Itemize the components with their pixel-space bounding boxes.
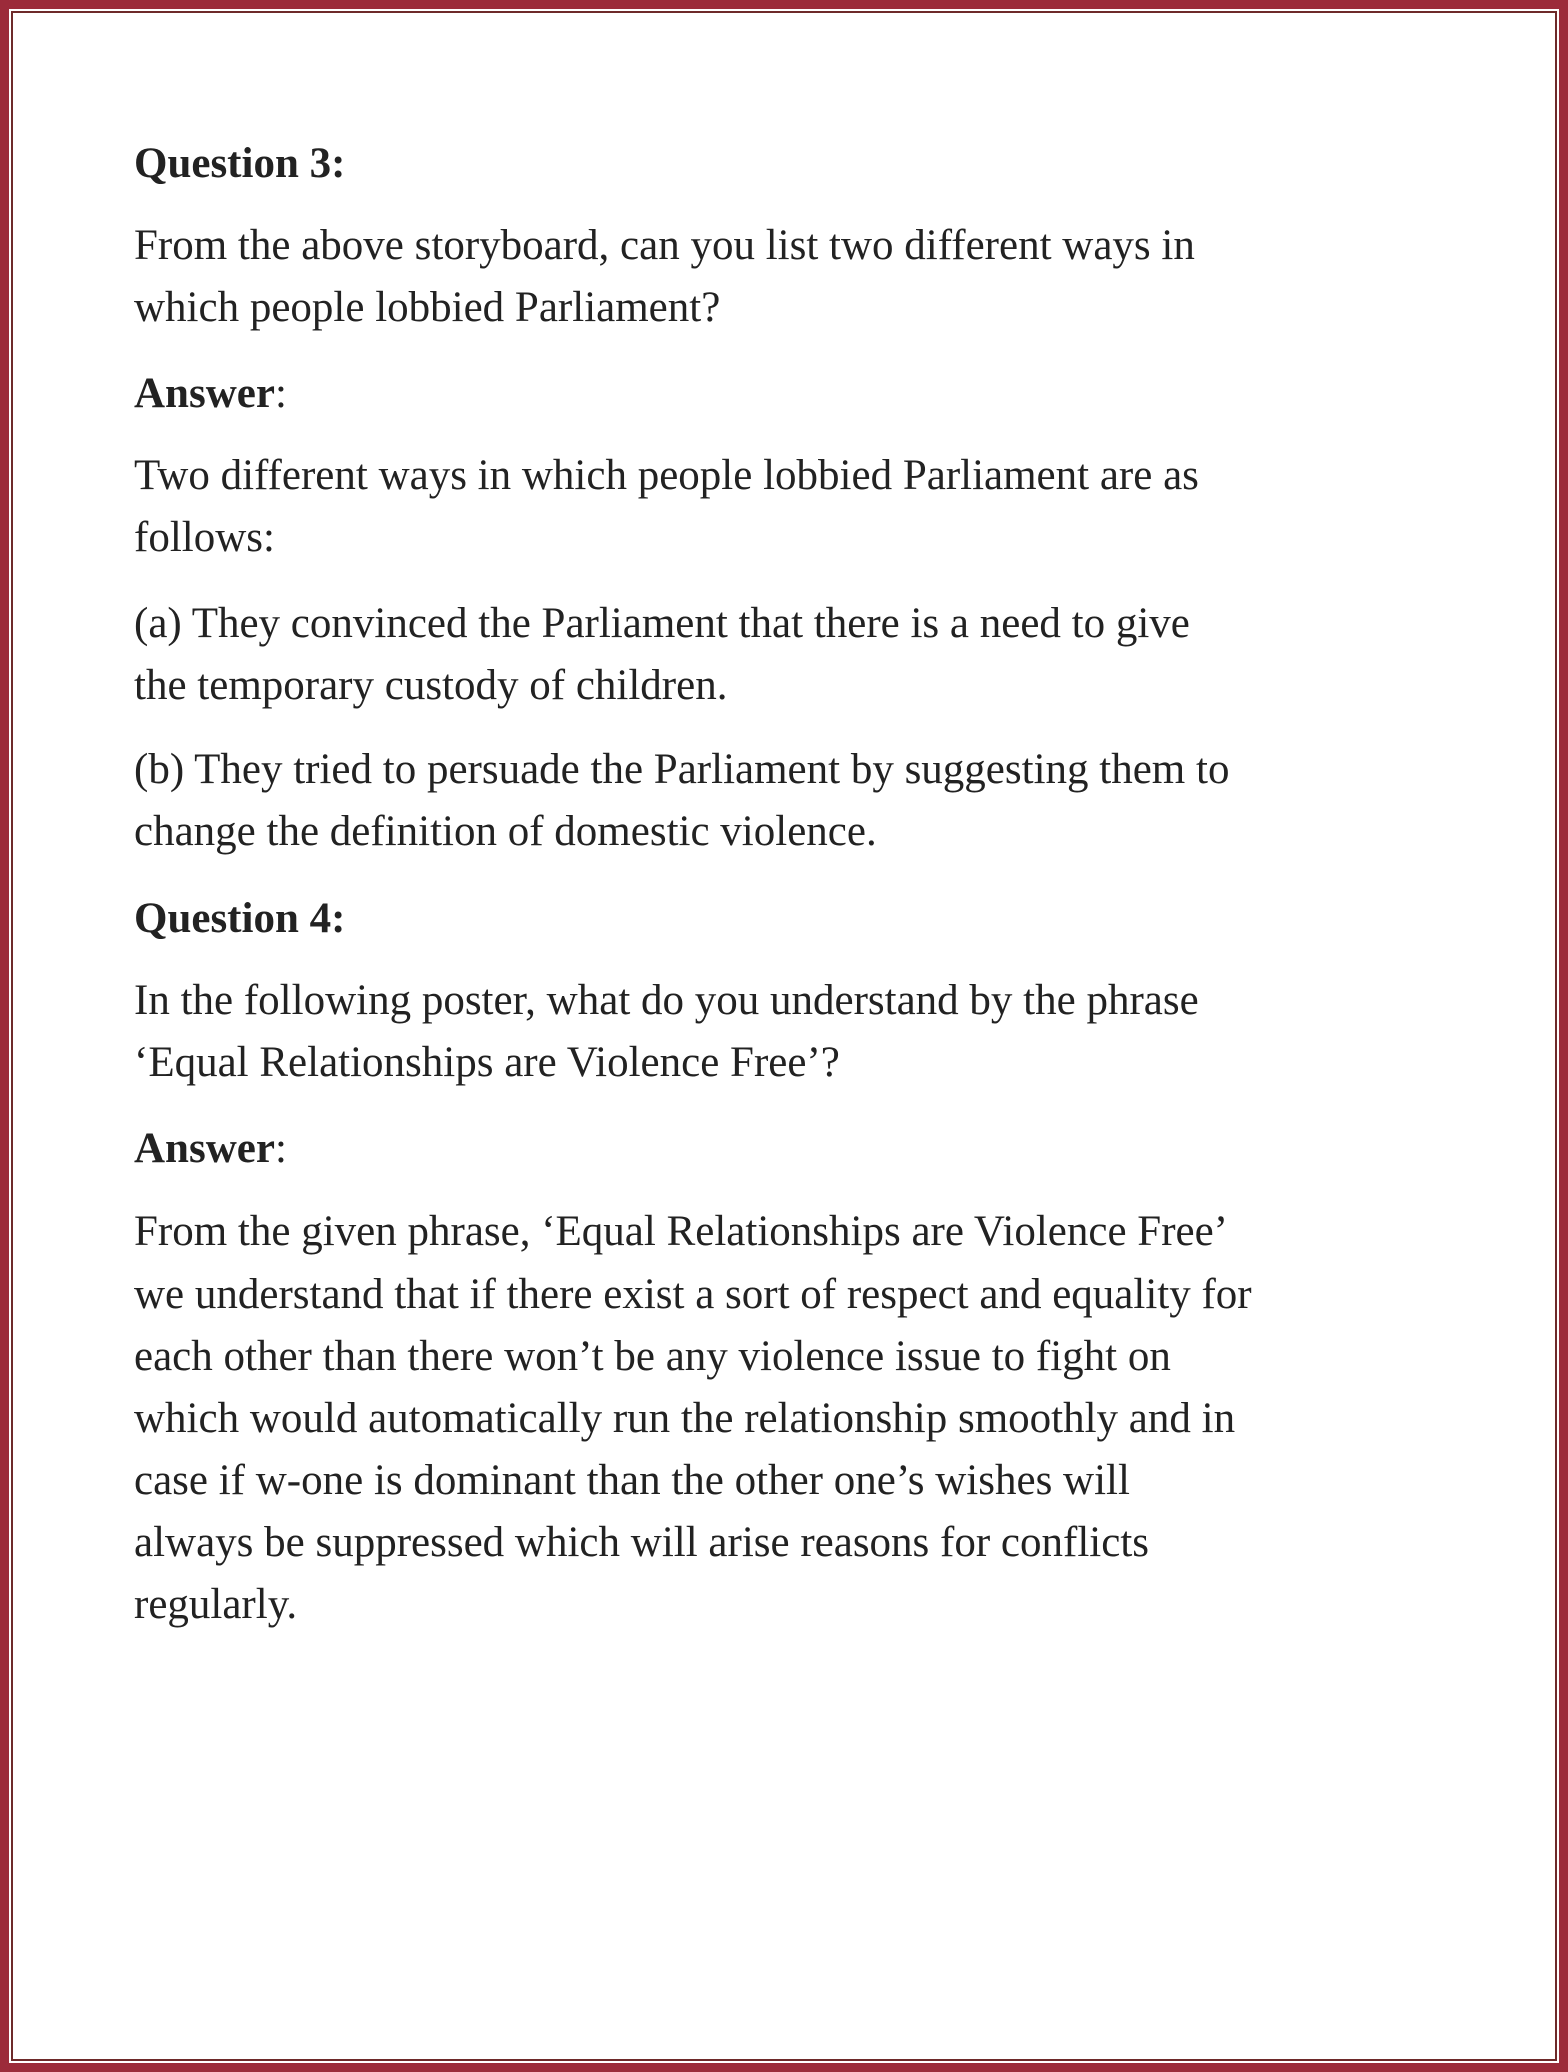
question-3-text-line: From the above storyboard, can you list two different ways in	[134, 222, 1195, 269]
answer-4-label	[134, 1118, 287, 1180]
question-4-text-line: In the following poster, what do you understand by the phrase	[134, 977, 1199, 1024]
answer-4-text-line: regularly.	[134, 1581, 298, 1628]
answer-label: Answer	[134, 1125, 275, 1172]
answer-4-text-line: each other than there won’t be any violence issue to fight on	[134, 1333, 1171, 1380]
answer-3-point-a-line: (a) They convinced the Parliament that there is a need to give	[134, 600, 1190, 647]
answer-3-intro-line: Two different ways in which people lobbied Parliament are as	[134, 452, 1199, 499]
answer-4-text-line: case if w-one is dominant than the other one’s wishes will	[134, 1457, 1130, 1504]
answer-4-text-line: which would automatically run the relationship smoothly and in	[134, 1395, 1236, 1442]
answer-3-point-a-line: the temporary custody of children.	[134, 662, 728, 709]
answer-colon: :	[274, 370, 287, 417]
answer-3-label	[134, 363, 287, 425]
answer-colon: :	[274, 1125, 287, 1172]
answer-4-text-line: always be suppressed which will arise reasons for conflicts	[134, 1519, 1149, 1566]
answer-3-point-b-line: (b) They tried to persuade the Parliament by suggesting them to	[134, 746, 1230, 793]
answer-3-intro-line: follows:	[134, 514, 275, 561]
question-4-heading: Question 4:	[134, 895, 346, 942]
answer-3-point-b-line: change the definition of domestic violence.	[134, 808, 877, 855]
answer-label: Answer	[134, 370, 275, 417]
question-3-text-line: which people lobbied Parliament?	[134, 284, 721, 331]
question-3-heading: Question 3:	[134, 140, 346, 187]
answer-4-text-line: we understand that if there exist a sort of respect and equality for	[134, 1271, 1252, 1318]
question-4-text-line: ‘Equal Relationships are Violence Free’?	[134, 1039, 840, 1086]
answer-4-text-line: From the given phrase, ‘Equal Relationships are Violence Free’	[134, 1208, 1229, 1255]
